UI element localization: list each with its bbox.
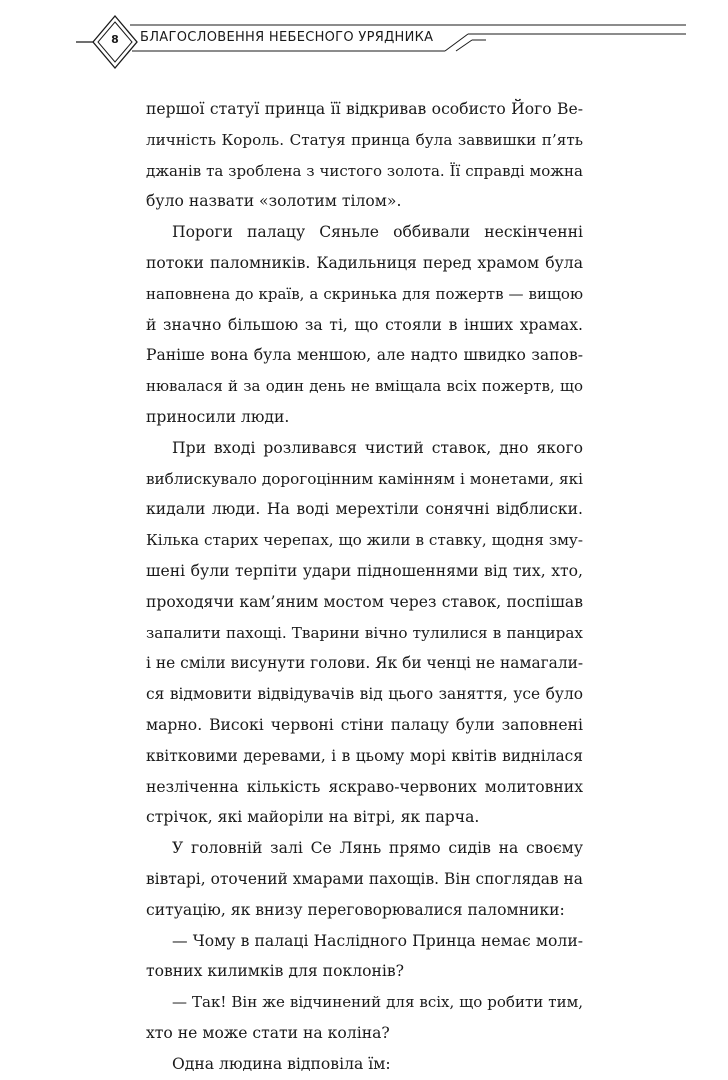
text-line: — Чому в палаці Наслідного Принца немає моли- xyxy=(172,931,583,950)
text-line: При вході розливався чистий ставок, дно якого xyxy=(172,438,583,457)
text-line: незліченна кількість яскраво-червоних молитовних xyxy=(146,777,583,796)
text-line: Раніше вона була меншою, але надто швидко запов- xyxy=(146,346,583,365)
text-line: було назвати «золотим тілом». xyxy=(146,192,402,211)
text-line: — Так! Він же відчинений для всіх, що робити тим, xyxy=(172,993,583,1012)
text-line: потоки паломників. Кадильниця перед храмом була xyxy=(146,253,583,272)
text-line: нювалася й за один день не вміщала всіх пожертв, що xyxy=(146,377,583,396)
text-line: джанів та зроблена з чистого золота. Її справді можна xyxy=(146,161,583,180)
text-line: хто не може стати на коліна? xyxy=(146,1023,390,1042)
text-line: приносили люди. xyxy=(146,407,290,426)
text-line: й значно більшою за ті, що стояли в інших храмах. xyxy=(146,315,583,334)
text-line: личність Король. Статуя принца була заввишки п’ять xyxy=(146,130,583,149)
text-line: вівтарі, оточений хмарами пахощів. Він споглядав на xyxy=(146,869,583,888)
text-line: запалити пахощі. Тварини вічно тулилися в панцирах xyxy=(146,623,583,642)
text-line: наповнена до країв, а скринька для пожертв — вищою xyxy=(146,284,583,303)
page-header xyxy=(0,0,728,80)
text-line: ситуацію, як внизу переговорювалися паломники: xyxy=(146,900,565,919)
text-line: квітковими деревами, і в цьому морі квітів виднілася xyxy=(146,746,583,765)
text-line: і не сміли висунути голови. Як би ченці не намагали- xyxy=(146,654,583,673)
body-text xyxy=(146,94,583,1080)
text-line: У головній залі Се Лянь прямо сидів на своєму xyxy=(172,839,583,858)
running-title: БЛАГОСЛОВЕННЯ НЕБЕСНОГО УРЯДНИКА xyxy=(140,30,434,45)
text-line: першої статуї принца її відкривав особисто Його Ве- xyxy=(146,100,583,118)
text-line: виблискувало дорогоцінним камінням і монетами, які xyxy=(146,469,583,488)
text-line: товних килимків для поклонів? xyxy=(146,962,405,981)
text-line: марно. Високі червоні стіни палацу були заповнені xyxy=(146,715,583,734)
text-line: Пороги палацу Сяньле оббивали нескінченні xyxy=(172,223,583,242)
text-line: проходячи кам’яним мостом через ставок, поспішав xyxy=(146,592,583,611)
text-line: Одна людина відповіла їм: xyxy=(172,1054,391,1073)
text-line: Кілька старих черепах, що жили в ставку, щодня зму- xyxy=(146,531,583,550)
text-line: ся відмовити відвідувачів від цього заняття, усе було xyxy=(146,685,583,704)
page-number: 8 xyxy=(111,33,119,46)
text-line: шені були терпіти удари підношеннями від тих, хто, xyxy=(146,561,583,580)
text-line: стрічок, які майоріли на вітрі, як парча. xyxy=(146,808,480,827)
text-line: кидали люди. На воді мерехтіли сонячні відблиски. xyxy=(146,500,583,519)
